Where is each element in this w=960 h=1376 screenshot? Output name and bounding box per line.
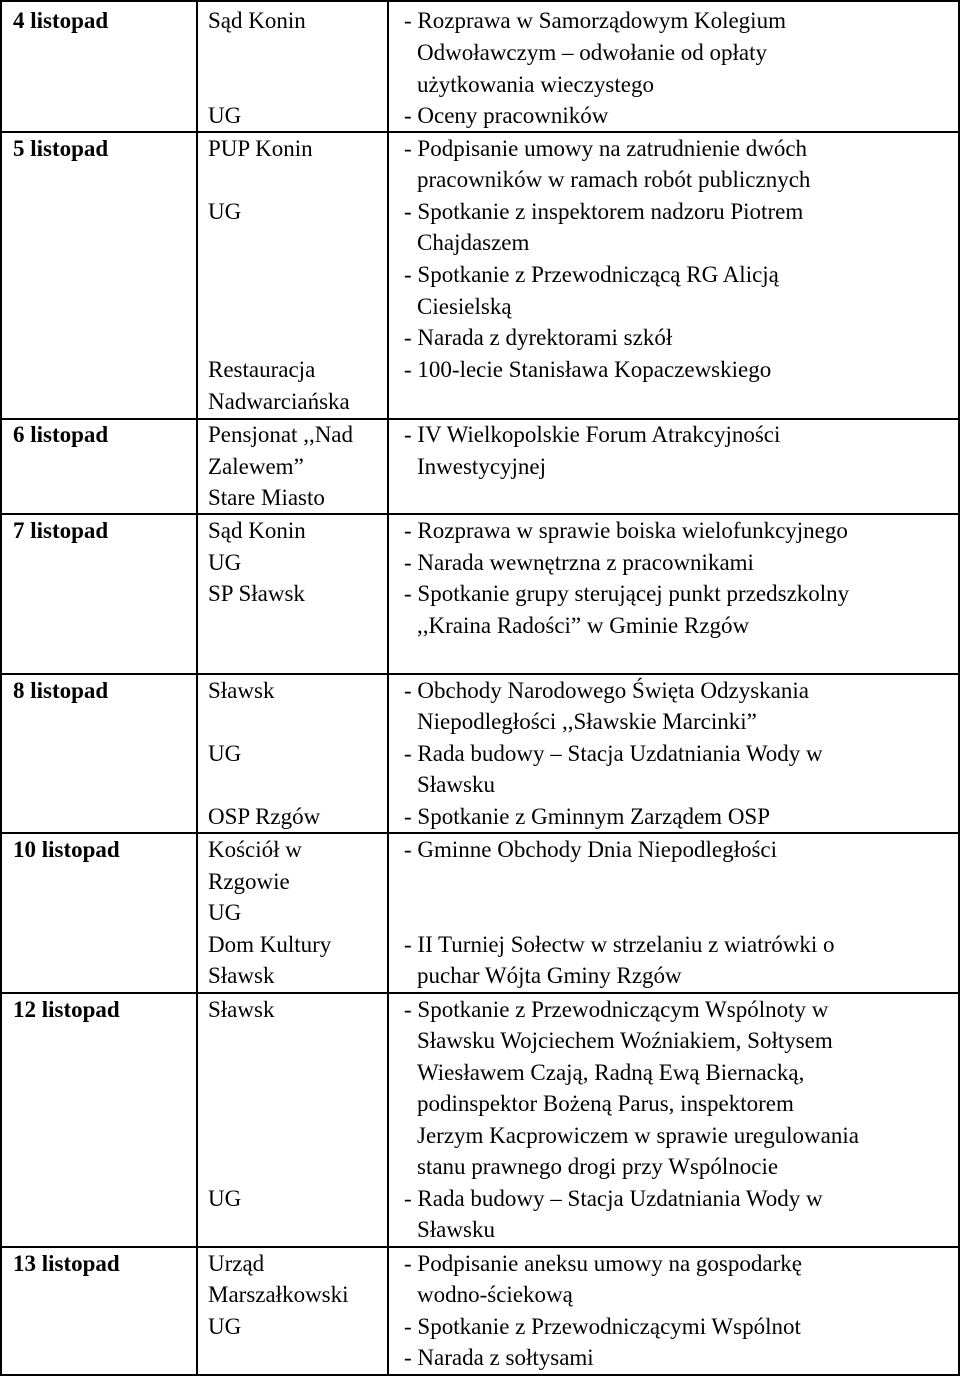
row-separator <box>0 832 960 834</box>
activity-line: - Narada wewnętrzna z pracownikami <box>404 550 754 575</box>
activity-line: Odwoławczym – odwołanie od opłaty <box>417 40 768 65</box>
activity-line: - Spotkanie grupy sterującej punkt przedszkolny <box>404 581 850 606</box>
activity-line: - Rada budowy – Stacja Uzdatniania Wody w <box>404 741 823 766</box>
location-line: UG <box>208 900 242 925</box>
activity-line: - Rozprawa w Samorządowym Kolegium <box>404 8 786 33</box>
activity-line: - Spotkanie z Przewodniczącym Wspólnoty w <box>404 997 829 1022</box>
location-line: Zalewem” <box>208 454 304 479</box>
activity-line: Sławsku <box>417 772 495 797</box>
location-line: Pensjonat ,,Nad <box>208 422 354 447</box>
activity-line: - II Turniej Sołectw w strzelaniu z wiatrówki o <box>404 932 835 957</box>
activity-line: Sławsku <box>417 1217 495 1242</box>
location-line: UG <box>208 103 242 128</box>
row-separator <box>0 992 960 994</box>
activity-line: - Spotkanie z Przewodniczącymi Wspólnot <box>404 1314 801 1339</box>
activity-line: - Podpisanie umowy na zatrudnienie dwóch <box>404 136 808 161</box>
activity-line: Ciesielską <box>417 294 512 319</box>
activity-line: - Narada z dyrektorami szkół <box>404 325 673 350</box>
location-line: UG <box>208 199 242 224</box>
location-line: Sąd Konin <box>208 518 306 543</box>
activity-line: - Spotkanie z Gminnym Zarządem OSP <box>404 804 771 829</box>
location-line: UG <box>208 1186 242 1211</box>
row-date: 8 listopad <box>13 678 109 703</box>
activity-line: ,,Kraina Radości” w Gminie Rzgów <box>417 613 750 638</box>
table-left-border <box>0 0 2 1376</box>
activity-line: - Spotkanie z Przewodniczącą RG Alicją <box>404 262 779 287</box>
location-line: Marszałkowski <box>208 1282 349 1307</box>
location-line: Kościół w <box>208 837 302 862</box>
activity-line: - Gminne Obchody Dnia Niepodległości <box>404 837 778 862</box>
location-line: PUP Konin <box>208 136 313 161</box>
table-top-border <box>0 0 960 2</box>
activity-line: Sławsku Wojciechem Woźniakiem, Sołtysem <box>417 1028 833 1053</box>
row-date: 6 listopad <box>13 422 109 447</box>
row-separator <box>0 513 960 515</box>
location-line: OSP Rzgów <box>208 804 321 829</box>
location-line: Sąd Konin <box>208 8 306 33</box>
location-line: UG <box>208 1314 242 1339</box>
activity-line: podinspektor Bożeną Parus, inspektorem <box>417 1091 794 1116</box>
activity-line: - IV Wielkopolskie Forum Atrakcyjności <box>404 422 781 447</box>
location-line: Rzgowie <box>208 869 290 894</box>
activity-line: puchar Wójta Gminy Rzgów <box>417 963 682 988</box>
activity-line: - 100-lecie Stanisława Kopaczewskiego <box>404 357 772 382</box>
activity-line: Jerzym Kacprowiczem w sprawie uregulowania <box>417 1123 859 1148</box>
activity-line: - Podpisanie aneksu umowy na gospodarkę <box>404 1251 802 1276</box>
row-date: 10 listopad <box>13 837 120 862</box>
location-line: UG <box>208 741 242 766</box>
activity-line: pracowników w ramach robót publicznych <box>417 167 811 192</box>
row-separator <box>0 673 960 675</box>
activity-line: Niepodległości ,,Sławskie Marcinki” <box>417 709 757 734</box>
column-divider-date <box>196 0 198 1376</box>
activity-line: - Rada budowy – Stacja Uzdatniania Wody w <box>404 1186 823 1211</box>
column-divider-location <box>387 0 389 1376</box>
location-line: Stare Miasto <box>208 485 325 510</box>
activity-line: stanu prawnego drogi przy Wspólnocie <box>417 1154 779 1179</box>
activity-line: Chajdaszem <box>417 230 530 255</box>
location-line: Dom Kultury <box>208 932 332 957</box>
location-line: Sławsk <box>208 997 275 1022</box>
row-date: 13 listopad <box>13 1251 120 1276</box>
location-line: Sławsk <box>208 963 275 988</box>
row-separator <box>0 131 960 133</box>
activity-line: - Narada z sołtysami <box>404 1345 594 1370</box>
row-separator <box>0 1246 960 1248</box>
row-date: 5 listopad <box>13 136 109 161</box>
location-line: SP Sławsk <box>208 581 305 606</box>
row-date: 12 listopad <box>13 997 120 1022</box>
activity-line: - Spotkanie z inspektorem nadzoru Piotrem <box>404 199 804 224</box>
row-date: 4 listopad <box>13 8 109 33</box>
activity-line: - Obchody Narodowego Święta Odzyskania <box>404 678 809 703</box>
activity-line: wodno-ściekową <box>417 1282 573 1307</box>
activity-line: - Oceny pracowników <box>404 103 609 128</box>
location-line: Nadwarciańska <box>208 389 350 414</box>
row-date: 7 listopad <box>13 518 109 543</box>
location-line: Sławsk <box>208 678 275 703</box>
location-line: UG <box>208 550 242 575</box>
activity-line: - Rozprawa w sprawie boiska wielofunkcyjnego <box>404 518 848 543</box>
location-line: Restauracja <box>208 357 316 382</box>
activity-line: użytkowania wieczystego <box>417 72 654 97</box>
location-line: Urząd <box>208 1251 265 1276</box>
activity-line: Wiesławem Czają, Radną Ewą Biernacką, <box>417 1060 805 1085</box>
activity-line: Inwestycyjnej <box>417 454 547 479</box>
